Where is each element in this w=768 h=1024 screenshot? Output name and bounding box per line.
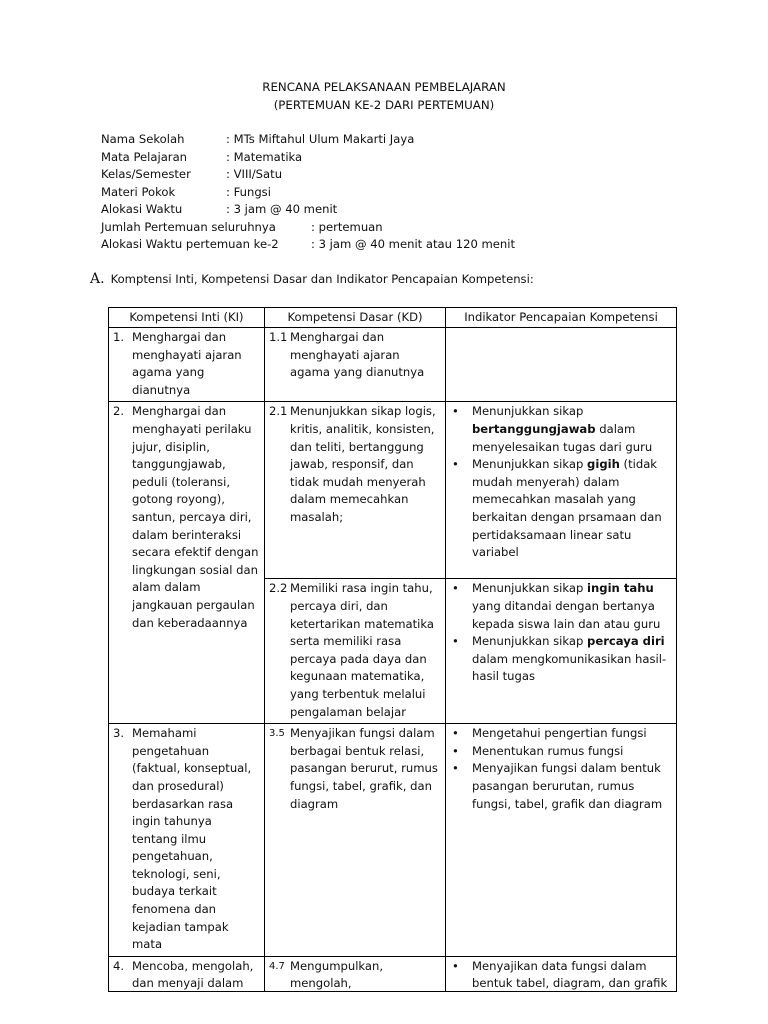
section-title: Komptensi Inti, Kompetensi Dasar dan Indikator Pencapaian Kompetensi: [110, 272, 534, 286]
header-ki: Kompetensi Inti (KI) [109, 308, 265, 328]
document-subtitle: (PERTEMUAN KE-2 DARI PERTEMUAN) [273, 98, 495, 112]
kd-number: 1.1 [269, 330, 288, 344]
document-title: RENCANA PELAKSANAAN PEMBELAJARAN [262, 80, 506, 94]
indicator-cell [446, 579, 677, 724]
kd-number: 3.5 [269, 728, 285, 740]
indicator-text: Mengetahui pengertian fungsi [472, 726, 647, 741]
bullet-icon: • [452, 581, 459, 596]
kd-cell [265, 579, 446, 724]
list-item [452, 580, 672, 633]
indicator-text: yang ditandai dengan bertanya kepada siswa lain dan atau guru [472, 598, 661, 631]
kd-text: Menyajikan fungsi dalam berbagai bentuk relasi, pasangan berurut, rumus fungsi, tabel, grafik, dan diagram [290, 726, 438, 811]
ki-number: 1. [113, 330, 125, 344]
info-value: : Fungsi [226, 184, 271, 199]
bullet-icon: • [452, 743, 459, 758]
competency-table [108, 307, 677, 992]
table-row-kd21 [109, 402, 677, 579]
kd-text: Mengumpulkan, mengolah, [290, 958, 384, 991]
indicator-text: Menyajikan data fungsi dalam bentuk tabel, diagram, dan grafik [472, 958, 668, 991]
indicator-text: dalam mengkomunikasikan hasil-hasil tugas [472, 651, 667, 684]
kd-text: Memiliki rasa ingin tahu, percaya diri, dan ketertarikan matematika serta memiliki rasa percaya pada daya dan kegunaan matematika, yang terbentuk melalui pengalaman belajar [290, 581, 435, 719]
indicator-cell-empty [446, 328, 677, 402]
table-row-ki3 [109, 724, 677, 957]
info-label: Mata Pelajaran [101, 149, 188, 164]
header-kd: Kompetensi Dasar (KD) [265, 308, 446, 328]
info-label: Kelas/Semester [101, 167, 191, 181]
info-value: : 3 jam @ 40 menit [226, 202, 338, 216]
list-item [452, 760, 672, 813]
ki-cell [109, 328, 265, 402]
indicator-emphasis: ingin tahu [587, 581, 654, 596]
indicator-cell [446, 956, 677, 991]
ki-text: Memahami pengetahuan (faktual, konseptual, dan prosedural) berdasarkan rasa ingin tahunya tentang ilmu pengetahuan, teknologi, seni, budaya terkait fenomena dan kejadian tampak mata [132, 726, 252, 952]
info-label: Nama Sekolah [101, 132, 185, 146]
indicator-cell [446, 724, 677, 957]
kd-cell [265, 328, 446, 402]
ki-number: 3. [113, 726, 125, 741]
ki-text: Mencoba, mengolah, dan menyaji dalam [132, 958, 254, 991]
ki-cell [109, 402, 265, 724]
info-value: : VIII/Satu [226, 167, 283, 181]
ki-text: Menghargai dan menghayati ajaran agama yang dianutnya [132, 330, 242, 397]
ki-text: Menghargai dan menghayati perilaku jujur, disiplin, tanggungjawab, peduli (toleransi, gotong royong), santun, percaya diri, dalam berinteraksi secara efektif dengan lingkungan sosial dan alam dalam jangkauan pergaulan dan keberadaannya [132, 404, 259, 630]
bullet-icon: • [452, 761, 459, 776]
info-label: Alokasi Waktu [101, 202, 183, 216]
info-label: Jumlah Pertemuan seluruhnya [101, 219, 276, 234]
section-letter: A. [90, 271, 105, 287]
kd-cell [265, 402, 446, 579]
indicator-emphasis: gigih [587, 457, 620, 472]
info-label: Materi Pokok [101, 184, 176, 199]
ki-number: 4. [113, 958, 125, 973]
kd-text: Menunjukkan sikap logis, kritis, analitik, konsisten, dan teliti, bertanggung jawab, responsif, dan tidak mudah menyerah dalam memecahkan masalah; [290, 404, 436, 524]
indicator-text: Menunjukkan sikap [472, 404, 584, 419]
indicator-text: Menunjukkan sikap [472, 457, 588, 472]
table-row-ki4 [109, 956, 677, 991]
list-item [452, 456, 672, 562]
indicator-emphasis: bertanggungjawab [472, 421, 596, 436]
info-label: Alokasi Waktu pertemuan ke-2 [101, 237, 279, 251]
info-value: : Matematika [226, 149, 303, 164]
indicator-text: Menyajikan fungsi dalam bentuk pasangan berurutan, rumus fungsi, tabel, grafik dan diagram [472, 761, 663, 811]
ki-number: 2. [113, 404, 125, 419]
info-value: : pertemuan [311, 219, 383, 234]
list-item [452, 958, 672, 991]
list-item [452, 403, 672, 456]
table-row-ki1 [109, 328, 677, 402]
indicator-text: dalam menyelesaikan tugas dari guru [472, 421, 653, 454]
kd-cell [265, 956, 446, 991]
ki-cell [109, 956, 265, 991]
indicator-text: Menunjukkan sikap [472, 634, 588, 649]
indicator-cell [446, 402, 677, 579]
kd-number: 4.7 [269, 960, 285, 972]
info-value: : 3 jam @ 40 menit atau 120 menit [311, 237, 516, 251]
ki-cell [109, 724, 265, 957]
kd-number: 2.1 [269, 404, 288, 419]
kd-text: Menghargai dan menghayati ajaran agama yang dianutnya [290, 330, 425, 380]
kd-cell [265, 724, 446, 957]
bullet-icon: • [452, 726, 459, 741]
indicator-text: Menentukan rumus fungsi [472, 743, 624, 758]
bullet-icon: • [452, 457, 459, 472]
indicator-text: Menunjukkan sikap [472, 581, 588, 596]
bullet-icon: • [452, 958, 459, 973]
header-indicator: Indikator Pencapaian Kompetensi [446, 308, 677, 328]
indicator-text: (tidak mudah menyerah) dalam memecahkan masalah yang berkaitan dengan prsamaan dan pertidaksamaan linear satu variabel [472, 457, 662, 560]
indicator-emphasis: percaya diri [587, 634, 665, 649]
bullet-icon: • [452, 404, 459, 419]
info-value: : MTs Miftahul Ulum Makarti Jaya [226, 132, 415, 146]
list-item [452, 633, 672, 686]
list-item [452, 725, 672, 743]
kd-number: 2.2 [269, 581, 288, 596]
section-a-heading [90, 271, 534, 287]
list-item [452, 743, 672, 761]
table-header-row [109, 308, 677, 328]
bullet-icon: • [452, 634, 459, 649]
